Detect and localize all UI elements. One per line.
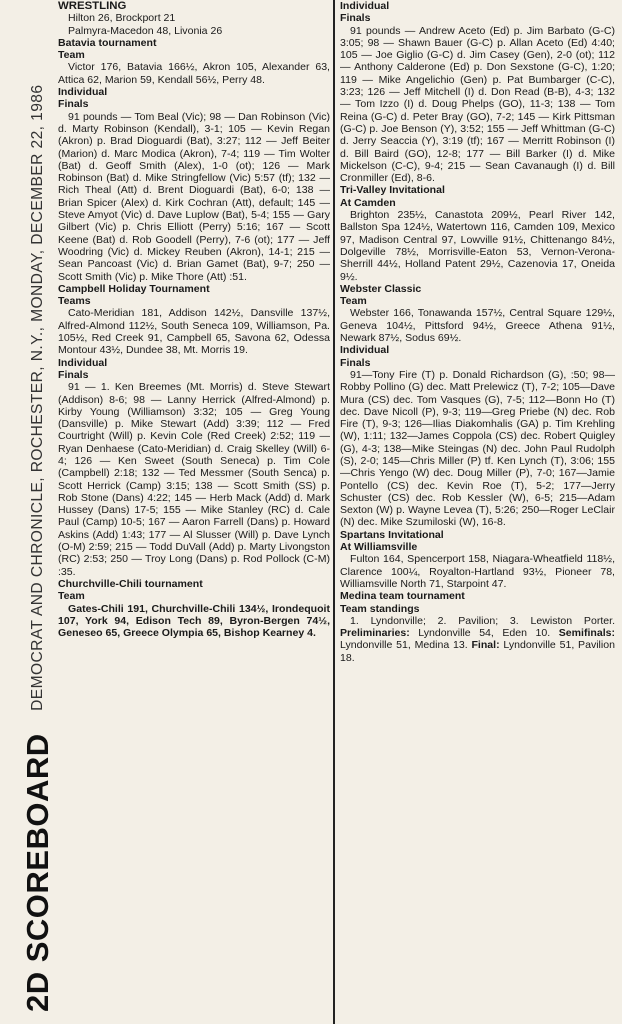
team-scores: Brighton 235½, Canastota 209½, Pearl River 142, Ballston Spa 124½, Watertown 116, Camden 109, Mexico 97, Madison Central 97, Lowville 91½, Chittenango 84½, Dolgeville 78½, Morrisville-Eaton 53, Vernon-Verona-Sherrill 44½, Holland Patent 29½, Cazenovia 17, Oneida 9½. (340, 209, 615, 283)
team-heading: Team (340, 295, 367, 308)
event-heading: Medina team tournament (340, 590, 465, 603)
result-line: Palmyra-Macedon 48, Livonia 26 (68, 24, 223, 37)
team-scores: Fulton 164, Spencerport 158, Niagara-Wheatfield 118½, Clarence 100¼, Royalton-Hartland 93½, Pioneer 78, Williamsville North 71, Starpoint 47. (340, 553, 615, 590)
finals-heading: Finals (58, 98, 89, 111)
location-heading: At Williamsville (340, 541, 418, 554)
semifinals-result: Lyndonville 51, Medina 13. (340, 639, 468, 652)
column-left (58, 0, 330, 1024)
column-rule (333, 0, 335, 1024)
final-result: Lyndonville 51, Pavilion 18. (340, 639, 615, 664)
individual-heading: Individual (340, 0, 390, 12)
sport-heading: WRESTLING (58, 0, 127, 12)
sidebar-banner (20, 2, 56, 1012)
individual-heading: Individual (340, 344, 390, 357)
team-heading: Team (58, 49, 85, 62)
team-standings-heading: Team standings (340, 602, 420, 615)
event-heading: Spartans Invitational (340, 528, 444, 541)
finals-heading: Finals (340, 356, 371, 369)
event-heading: Churchville-Chili tournament (58, 577, 203, 590)
team-standings (340, 615, 615, 664)
masthead-dateline: DEMOCRAT AND CHRONICLE, ROCHESTER, N.Y., MONDAY, DECEMBER 22, 1986 (29, 84, 46, 711)
finals-results: 91—Tony Fire (T) p. Donald Richardson (G), :50; 98—Robby Pollino (G) dec. Matt Prelewicz (T), 7-2; 105—Dave Mura (CS) dec. Tom Vasques (G), 7-5; 112—Bonn Ho (T) dec. Dave Nicoll (P), 9-3; 119—Greg Priebe (N) dec. Rob Fire (T), 9-3; 126—Ilias Diakomhalis (GA) p. Tim Krehling (W), 1:11; 132—James Coppola (CS) dec. Robert Quigley (G), 4-3; 138—Mike Steingas (N) dec. John Paul Rudolph (S), 2-0; 145—Chris Miller (P) tf. Ken Lynch (T), 3:06; 155—Chris Yengo (W) dec. Doug Miller (P), 7-0; 167—Jamie Pontello (CS) dec. Kevin Roe (T), 5-2; 177—Jerry Schuster (CS) dec. Rob Kessler (W), 6-5; 215—Adam Sexton (W) p. Wayne Levea (T), 5:26; 250—Roger LeClair (N) dec. Mike Szumiloski (W), 16-8. (340, 368, 615, 529)
finals-heading: Finals (58, 368, 89, 381)
finals-heading: Finals (340, 12, 371, 25)
event-heading: Tri-Valley Invitational (340, 184, 445, 197)
finals-results: 91 pounds — Tom Beal (Vic); 98 — Dan Robinson (Vic) d. Marty Robinson (Kendall), 3-1; 105 — Kevin Regan (Akron) p. Brad Dioguardi (Bat), 3:27; 112 — Jeff Beiter (Marion) d. Marc Modica (Akron), 7-4; 119 — Tim Wolter (Bat) d. Geoff Smith (Alex), 1-0 (ot); 126 — Mark Robinson (Bat) d. Mike Stringfellow (Vic) 5:57 (tf); 132 — Rich Theal (Att) d. Brent Dioguardi (Bat), 6-0; 138 — Brian Spicer (Alex) d. Kirk Cochran (Att), default; 145 — Steve Amyot (Vic) d. Dave Luplow (Bat), 5-4; 155 — Gary Gilbert (Vic) p. Chris Elliott (Perry) 5:16; 167 — Scott Keene (Bat) d. Rob Goodell (Perry), 7-6 (ot); 177 — Jeff Woodring (Vic) d. Mickey Reuben (Akron), 14-1; 215 — Sean Pancoast (Vic) d. Brian Gamet (Bat), 9-7; 250 — Scott Smith (Vic) p. Mike Thore (Att) :51. (58, 110, 330, 283)
individual-heading: Individual (58, 86, 108, 99)
semifinals-label: Semifinals: (558, 627, 615, 640)
column-right (340, 0, 615, 1024)
preliminaries-label: Preliminaries: (340, 627, 410, 640)
finals-results: 91 — 1. Ken Breemes (Mt. Morris) d. Steve Stewart (Addison) 8-6; 98 — Lanny Herrick (Alfred-Almond) p. Kirby Young (Williamson) 3:32; 105 — Greg Young (Dansville) p. Mike Stewart (Add) 3:39; 112 — Fred Courtright (Will) p. Kevin Cole (Red Creek) 2:52; 119 — Ryan Denhaese (Cato-Meridian) d. Craig Skelley (Will) 6-4; 126 — Ken Sweet (South Seneca) p. Tim Cole (Campbell) 2:18; 132 — Ted Messmer (South Senca) p. Scott Herrick (Camp) 3:15; 138 — Scott Smith (SS) p. Rob Stone (Dans) 4:22; 145 — Herb Mack (Add) d. Mark Hussey (Dans) 17-5; 155 — Mike Stanley (RC) d. Cale Paul (Camp) 10-5; 167 — Aaron Farrell (Dans) p. Howard Askins (Add) 1:43; 177 — Al Slusser (Will) p. Dave Lynch (O-M) 2:59; 215 — Todd DuVall (Add) p. Marty Livongston (RC) 2:53; 250 — Troy Long (Dans) p. Rod Pollock (C-M) :35. (58, 381, 330, 578)
result-line: Hilton 26, Brockport 21 (68, 12, 176, 25)
page-sidebar (0, 0, 55, 1024)
section-logo: 2D SCOREBOARD (20, 733, 55, 1012)
location-heading: At Camden (340, 196, 396, 209)
team-scores: Cato-Meridian 181, Addison 142½, Dansville 137½, Alfred-Almond 112½, South Seneca 109, Williamson, Pa. 105½, Red Creek 91, Campbell 65, Savona 62, Odessa Montour 43½, Dundee 38, Mt. Morris 19. (58, 307, 330, 357)
event-heading: Campbell Holiday Tournament (58, 282, 210, 295)
team-scores: Webster 166, Tonawanda 157½, Central Square 129½, Geneva 104½, Pittsford 94½, Greece Athena 91½, Newark 87½, Sodus 69½. (340, 307, 615, 345)
finals-results: 91 pounds — Andrew Aceto (Ed) p. Jim Barbato (G-C) 3:05; 98 — Shawn Bauer (G-C) p. Allan Aceto (Ed) 4:40; 105 — Joe Giglio (G-C) d. Jim Casey (Gen), 2-0 (ot); 112 — Anthony Calderone (Ed) p. Don Sexstone (G-C), 1:20; 119 — Mike Angelichio (Gen) p. Pat Bumbarger (C-C), 3:23; 126 — Jeff Mitchell (I) d. Don Read (B-B), 4-3; 132 — Tom Izzo (I) d. Doug Phelps (GO), 11-3; 138 — Tom Reina (G-C) d. Peter Bray (GO), 7-2; 145 — Kirk Pittsman (G-C) p. Joe Benson (Y), 3:52; 155 — Jeff Whittman (G-C) d. Jerry Seaccia (Y), 3:19 (tf); 167 — Merritt Robinson (I) d. Bill Baird (GO), 12-8; 177 — Bill Barker (I) d. Mike Mickelson (C-C), 9-4; 215 — Sean Cavanaugh (I) d. Bill Cronmiller (Ed), 8-6. (340, 24, 615, 185)
event-heading: Batavia tournament (58, 36, 157, 49)
event-heading: Webster Classic (340, 282, 422, 295)
preliminaries-result: Lyndonville 54, Eden 10. (418, 627, 551, 640)
team-heading: Teams (58, 295, 91, 308)
individual-heading: Individual (58, 356, 108, 369)
team-scores: Victor 176, Batavia 166½, Akron 105, Alexander 63, Attica 62, Marion 59, Kendall 56½, Perry 48. (58, 61, 330, 86)
team-heading: Team (58, 590, 85, 603)
final-label: Final: (471, 639, 500, 652)
standings-text: 1. Lyndonville; 2. Pavilion; 3. Lewiston Porter. (350, 614, 615, 627)
team-scores: Gates-Chili 191, Churchville-Chili 134½, Irondequoit 107, York 94, Edison Tech 89, Byron-Bergen 74½, Geneseo 65, Greece Olympia 65, Bishop Kearney 4. (58, 602, 330, 640)
